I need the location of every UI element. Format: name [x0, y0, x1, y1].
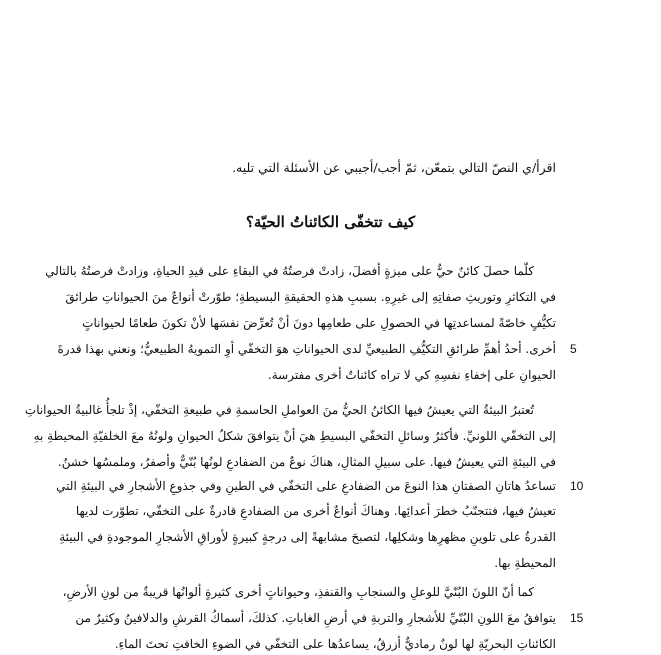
- passage-line: القدرةُ على تلوينِ مظهرِها وشكلِها، لتصبحَ مشابهةً إلى درجةٍ كبيرةٍ لأوراقِ الأشجارِ الموجودةِ في البيئةِ: [59, 530, 556, 544]
- passage-line: تكيُّفٍ خاصّةً لمساعدتِها في الحصولِ على طعامِها دونَ أنْ تُعرِّضَ نفسَها لأنْ تكونَ طعامًا لحيواناتٍ: [82, 316, 556, 330]
- line-number: 10: [570, 479, 584, 493]
- passage-line: في التكاثرِ وتوريثِ صفاتِهِ إلى غيرِهِ. بسببِ هذهِ الحقيقةِ البسيطةِ؛ طوّرتْ أنواعٌ منَ الحيواناتِ طرائقَ: [65, 290, 556, 304]
- passage-line: المحيطةِ بها.: [494, 556, 556, 570]
- passage-line: في البيئةِ التي يعيشُ فيها. على سبيلِ المثالِ، هناكَ نوعٌ من الضفادعِ لونُها بُنّيٌّ وأصفرُ، وملمسُها خشنٌ.: [57, 455, 556, 469]
- passage-line: تساعدُ هاتانِ الصفتانِ هذا النوعَ من الضفادعِ على التخفّي في الطينِ وفي جذوعِ الأشجارِ في البيئةِ التي: [56, 479, 556, 493]
- passage-line: كلّما حصلَ كائنٌ حيٌّ على ميزةٍ أفضلَ، زادتْ فرصتُهُ في البقاءِ على قيدِ الحياةِ، وزادتْ فرصتُهُ بالتالي: [45, 264, 534, 278]
- passage-title: كيف تتخفّى الكائناتُ الحيّة؟: [245, 213, 416, 231]
- passage-line: الكائناتِ البحريّةِ لها لونٌ رماديٌّ أزرقُ، يساعدُها على التخفّي في الضوءِ الخافتِ تحتَ الماءِ.: [114, 637, 556, 651]
- passage-line: الحيوانِ على إخفاءِ نفسِهِ كي لا تراه كائناتٌ أخرى مفترسة.: [267, 368, 556, 382]
- line-number: 15: [570, 611, 584, 625]
- passage-line: تُعتبرُ البيئةُ التي يعيشُ فيها الكائنُ الحيُّ منَ العواملِ الحاسمةِ في طبيعةِ التخفّي، إذْ تلجأُ غالبيةُ الحيواناتِ: [24, 403, 534, 417]
- passage-line: إلى التخفّي اللونيِّ. فأكثرُ وسائلِ التخفّي البسيطِ هيَ أنْ يتوافقَ شكلُ الحيوانِ ولونُهُ معَ الخلفيّةِ المحيطةِ بهِ: [33, 429, 556, 443]
- passage-line: تعيشُ فيها، فتتجنّبُ خطرَ أعدائِها. وهناكَ أنواعٌ أخرى من الضفادعِ قادرةٌ على التخفّي، تطوّرت لديها: [75, 504, 556, 518]
- passage-line: كما أنّ اللونَ البُنّيَّ للوعلِ والسنجابِ والقنفذِ، وحيواناتٍ أخرى كثيرةٍ ألوانُها قريبةٌ من لونِ الأرضِ،: [62, 585, 534, 599]
- instruction-text: اقرأ/ي النصّ التالي بتمعّن، ثمّ أجب/أجيبي عن الأسئلة التي تليه.: [232, 160, 556, 175]
- line-number: 5: [570, 342, 577, 356]
- passage-line: يتوافقُ معَ اللونِ البُنّيِّ للأشجارِ والتربةِ في أرضِ الغاباتِ. كذلكَ، أسماكُ القرشِ والدلافينُ وكثيرٌ من: [75, 611, 556, 625]
- passage-line: أخرى. أحدُ أهمِّ طرائقِ التكيُّفِ الطبيعيِّ لدى الحيواناتِ هوَ التخفّي أوِ التمويهُ الطبيعيُّ؛ ونعني بهذا قدرةَ: [57, 342, 556, 356]
